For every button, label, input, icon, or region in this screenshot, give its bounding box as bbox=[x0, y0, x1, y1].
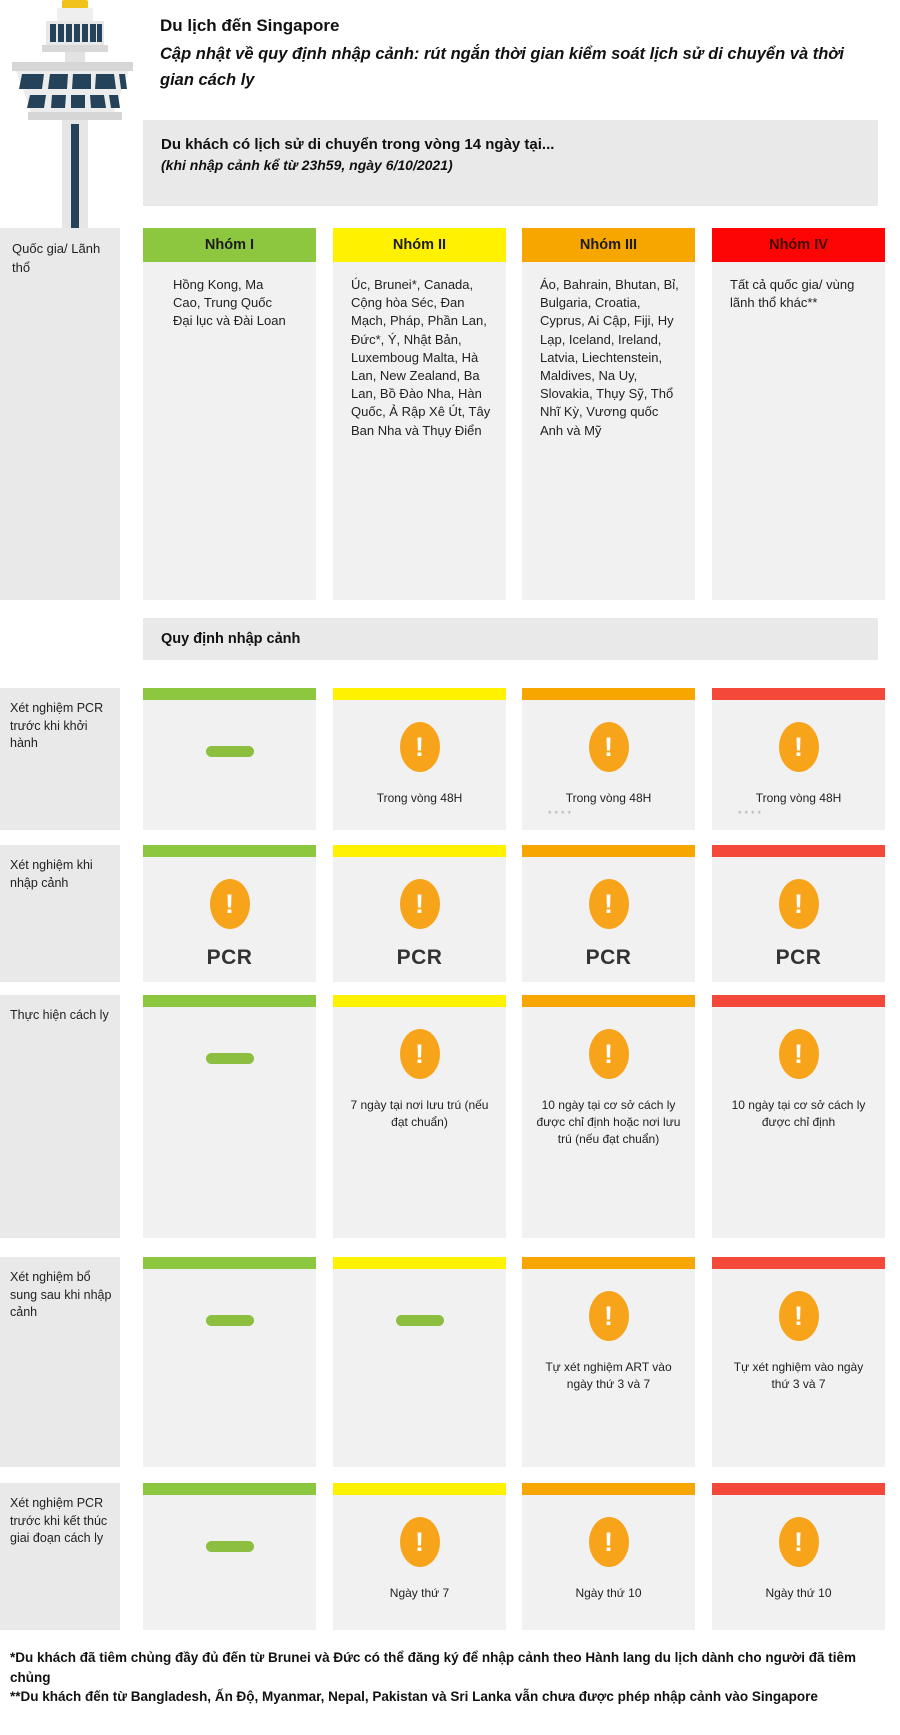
cell-text: Trong vòng 48H bbox=[376, 791, 463, 805]
orange-exclamation-icon: ! bbox=[779, 722, 819, 772]
cell-row4-group2 bbox=[333, 1257, 506, 1467]
cell-row1-group3 bbox=[522, 688, 695, 830]
group-1-color-bar bbox=[143, 1257, 316, 1269]
country-territory-label: Quốc gia/ Lãnh thổ bbox=[0, 228, 120, 600]
cell-row1-group1 bbox=[143, 688, 316, 830]
cell-text: Ngày thứ 10 bbox=[765, 1586, 832, 1600]
cell-text: Trong vòng 48H bbox=[565, 791, 652, 805]
cell-text: PCR bbox=[585, 946, 632, 969]
cell-row2-group1 bbox=[143, 845, 316, 982]
cell-subtext: **** bbox=[738, 808, 765, 819]
group-column-3 bbox=[522, 228, 695, 600]
cell-row3-group4 bbox=[712, 995, 885, 1238]
green-dash-icon bbox=[206, 746, 254, 757]
group-4-color-bar bbox=[712, 1257, 885, 1269]
footnote-2: **Du khách đến từ Bangladesh, Ấn Độ, Myanmar, Nepal, Pakistan và Sri Lanka vẫn chưa được phép nhập cảnh vào Singapore bbox=[10, 1689, 818, 1705]
airport-control-tower-icon bbox=[10, 0, 135, 230]
orange-exclamation-icon: ! bbox=[400, 722, 440, 772]
cell-text: 10 ngày tại cơ sở cách ly được chỉ định bbox=[731, 1098, 866, 1129]
orange-exclamation-icon: ! bbox=[589, 1029, 629, 1079]
orange-exclamation-icon: ! bbox=[400, 879, 440, 929]
cell-text: 7 ngày tại nơi lưu trú (nếu đạt chuẩn) bbox=[350, 1098, 489, 1129]
footnotes bbox=[10, 1648, 890, 1707]
orange-exclamation-icon: ! bbox=[589, 722, 629, 772]
green-dash-icon bbox=[206, 1315, 254, 1326]
group-4-color-bar bbox=[712, 688, 885, 700]
group-3-color-bar bbox=[522, 1483, 695, 1495]
row-2-label: Xét nghiệm khi nhập cảnh bbox=[0, 845, 120, 982]
cell-row4-group3 bbox=[522, 1257, 695, 1467]
orange-exclamation-icon: ! bbox=[779, 1029, 819, 1079]
group-column-4 bbox=[712, 228, 885, 600]
group-4-color-bar bbox=[712, 1483, 885, 1495]
group-1-header: Nhóm I bbox=[143, 228, 316, 262]
orange-exclamation-icon: ! bbox=[779, 879, 819, 929]
orange-exclamation-icon: ! bbox=[779, 1291, 819, 1341]
cell-subtext: **** bbox=[548, 808, 575, 819]
cell-text: Ngày thứ 7 bbox=[389, 1586, 450, 1600]
group-3-color-bar bbox=[522, 688, 695, 700]
footnote-1: *Du khách đã tiêm chủng đầy đủ đến từ Brunei và Đức có thể đăng ký để nhập cảnh theo Hành lang du lịch dành cho người đã tiêm chủng bbox=[10, 1650, 857, 1685]
orange-exclamation-icon: ! bbox=[400, 1517, 440, 1567]
group-3-color-bar bbox=[522, 845, 695, 857]
group-column-1 bbox=[143, 228, 316, 600]
group-1-color-bar bbox=[143, 845, 316, 857]
group-2-countries: Úc, Brunei*, Canada, Cộng hòa Séc, Đan Mạch, Pháp, Phần Lan, Đức*, Ý, Nhật Bản, Luxemboug Malta, Hà Lan, New Zealand, Ba Lan, Bồ Đào Nha, Hàn Quốc, Ả Rập Xê Út, Tây Ban Nha và Thụy Điển bbox=[333, 262, 506, 600]
cell-row4-group1 bbox=[143, 1257, 316, 1467]
cell-row1-group2 bbox=[333, 688, 506, 830]
orange-exclamation-icon: ! bbox=[210, 879, 250, 929]
orange-exclamation-icon: ! bbox=[589, 1291, 629, 1341]
cell-row2-group2 bbox=[333, 845, 506, 982]
cell-row5-group1 bbox=[143, 1483, 316, 1630]
row-5-label: Xét nghiệm PCR trước khi kết thúc giai đoạn cách ly bbox=[0, 1483, 120, 1630]
cell-text: Tự xét nghiệm ART vào ngày thứ 3 và 7 bbox=[545, 1360, 672, 1391]
cell-row5-group4 bbox=[712, 1483, 885, 1630]
group-2-color-bar bbox=[333, 688, 506, 700]
cell-text: Tự xét nghiệm vào ngày thứ 3 và 7 bbox=[733, 1360, 864, 1391]
cell-row5-group3 bbox=[522, 1483, 695, 1630]
group-2-color-bar bbox=[333, 1257, 506, 1269]
row-3-label: Thực hiện cách ly bbox=[0, 995, 120, 1238]
group-2-color-bar bbox=[333, 995, 506, 1007]
cell-text: 10 ngày tại cơ sở cách ly được chỉ định hoặc nơi lưu trú (nếu đạt chuẩn) bbox=[536, 1098, 681, 1146]
orange-exclamation-icon: ! bbox=[589, 879, 629, 929]
group-4-color-bar bbox=[712, 995, 885, 1007]
group-4-color-bar bbox=[712, 845, 885, 857]
cell-row2-group4 bbox=[712, 845, 885, 982]
cell-text: Trong vòng 48H bbox=[755, 791, 842, 805]
page-subtitle: Cập nhật về quy định nhập cảnh: rút ngắn thời gian kiểm soát lịch sử di chuyển và thời gian cách ly bbox=[160, 45, 844, 89]
green-dash-icon bbox=[206, 1541, 254, 1552]
group-4-countries: Tất cả quốc gia/ vùng lãnh thổ khác** bbox=[712, 262, 885, 600]
cell-row4-group4 bbox=[712, 1257, 885, 1467]
travel-history-box bbox=[143, 120, 878, 206]
travel-history-heading: Du khách có lịch sử di chuyển trong vòng 14 ngày tại... bbox=[161, 136, 555, 153]
group-1-countries: Hồng Kong, Ma Cao, Trung Quốc Đại lục và Đài Loan bbox=[143, 262, 316, 600]
group-3-color-bar bbox=[522, 1257, 695, 1269]
cell-text: PCR bbox=[396, 946, 443, 969]
cell-text: PCR bbox=[206, 946, 253, 969]
group-3-color-bar bbox=[522, 995, 695, 1007]
page-title: Du lịch đến Singapore bbox=[160, 16, 340, 35]
cell-row1-group4 bbox=[712, 688, 885, 830]
group-3-header: Nhóm III bbox=[522, 228, 695, 262]
cell-row3-group3 bbox=[522, 995, 695, 1238]
cell-text: Ngày thứ 10 bbox=[575, 1586, 642, 1600]
cell-row2-group3 bbox=[522, 845, 695, 982]
group-2-color-bar bbox=[333, 845, 506, 857]
group-2-color-bar bbox=[333, 1483, 506, 1495]
group-2-header: Nhóm II bbox=[333, 228, 506, 262]
orange-exclamation-icon: ! bbox=[779, 1517, 819, 1567]
header bbox=[160, 16, 875, 93]
entry-rules-section-title: Quy định nhập cảnh bbox=[143, 618, 878, 660]
green-dash-icon bbox=[396, 1315, 444, 1326]
group-4-header: Nhóm IV bbox=[712, 228, 885, 262]
row-4-label: Xét nghiệm bổ sung sau khi nhập cảnh bbox=[0, 1257, 120, 1467]
group-1-color-bar bbox=[143, 688, 316, 700]
orange-exclamation-icon: ! bbox=[589, 1517, 629, 1567]
cell-row5-group2 bbox=[333, 1483, 506, 1630]
group-1-color-bar bbox=[143, 995, 316, 1007]
group-3-countries: Áo, Bahrain, Bhutan, Bỉ, Bulgaria, Croatia, Cyprus, Ai Cập, Fiji, Hy Lạp, Iceland, Ireland, Latvia, Liechtenstein, Maldives, Na Uy, Slovakia, Thụy Sỹ, Thổ Nhĩ Kỳ, Vương quốc Anh và Mỹ bbox=[522, 262, 695, 600]
green-dash-icon bbox=[206, 1053, 254, 1064]
cell-row3-group2 bbox=[333, 995, 506, 1238]
travel-history-effective-date: (khi nhập cảnh kể từ 23h59, ngày 6/10/2021) bbox=[161, 157, 453, 173]
orange-exclamation-icon: ! bbox=[400, 1029, 440, 1079]
cell-text: PCR bbox=[775, 946, 822, 969]
cell-row3-group1 bbox=[143, 995, 316, 1238]
row-1-label: Xét nghiệm PCR trước khi khởi hành bbox=[0, 688, 120, 830]
group-column-2 bbox=[333, 228, 506, 600]
group-1-color-bar bbox=[143, 1483, 316, 1495]
